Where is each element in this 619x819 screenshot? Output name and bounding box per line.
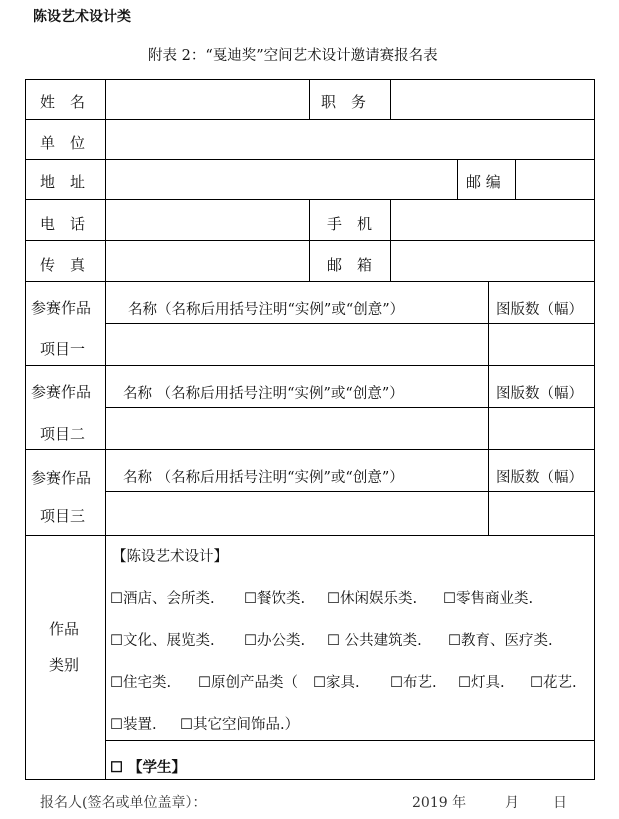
- cell-divider: [309, 199, 310, 281]
- cell-divider: [515, 159, 516, 199]
- option-culture[interactable]: ☐文化、展览类.: [110, 633, 215, 649]
- signature-label: 报名人(签名或单位盖章）：: [40, 795, 207, 811]
- student-divider: [105, 740, 595, 741]
- option-education[interactable]: ☐教育、医疗类.: [448, 633, 553, 649]
- unit-label: 单 位: [40, 134, 86, 152]
- option-leisure[interactable]: ☐休闲娱乐类.: [327, 591, 418, 607]
- row-divider: [25, 119, 595, 120]
- label-column-divider: [105, 79, 106, 779]
- option-public-building[interactable]: ☐ 公共建筑类.: [327, 633, 422, 649]
- row-divider: [25, 159, 595, 160]
- row-divider: [25, 535, 595, 536]
- entry-2-name-hint: 名称 （名称后用括号注明“实例”或“创意”）: [123, 386, 404, 402]
- option-floral[interactable]: ☐花艺.: [530, 675, 577, 691]
- row-divider: [25, 240, 595, 241]
- category-sublabel: 类别: [49, 656, 80, 674]
- fax-label: 传 真: [40, 256, 86, 274]
- option-residential[interactable]: ☐住宅类.: [110, 675, 172, 691]
- entry-1-label: 参赛作品: [31, 299, 92, 317]
- year-label: 2019 年: [412, 795, 467, 811]
- entry-divider: [105, 491, 595, 492]
- option-original-product[interactable]: ☐原创产品类（: [198, 675, 298, 691]
- plates-column-divider: [488, 281, 489, 535]
- category-header: 陈设艺术设计类: [33, 9, 131, 25]
- month-label: 月: [505, 795, 519, 811]
- row-divider: [25, 449, 595, 450]
- day-label: 日: [553, 795, 567, 811]
- option-fabric[interactable]: ☐布艺.: [390, 675, 437, 691]
- table-border-bottom: [25, 779, 595, 780]
- entry-1-sublabel: 项目一: [40, 340, 86, 358]
- table-border-right: [594, 79, 595, 779]
- option-office[interactable]: ☐办公类.: [244, 633, 306, 649]
- form-title: 附表 2：“戛迪奖”空间艺术设计邀请赛报名表: [148, 48, 438, 64]
- option-lighting[interactable]: ☐灯具.: [458, 675, 505, 691]
- row-divider: [25, 199, 595, 200]
- mobile-label: 手 机: [327, 215, 373, 233]
- phone-label: 电 话: [40, 215, 86, 233]
- option-hotel[interactable]: ☐酒店、会所类.: [110, 591, 215, 607]
- cell-divider: [390, 79, 391, 119]
- cell-divider: [309, 79, 310, 119]
- cell-divider: [390, 199, 391, 281]
- entry-divider: [105, 323, 595, 324]
- table-border-top: [25, 79, 595, 80]
- email-label: 邮 箱: [327, 256, 373, 274]
- address-label: 地 址: [40, 173, 86, 191]
- category-heading: 【陈设艺术设计】: [112, 549, 228, 565]
- cell-divider: [457, 159, 458, 199]
- option-retail[interactable]: ☐零售商业类.: [443, 591, 534, 607]
- option-dining[interactable]: ☐餐饮类.: [244, 591, 306, 607]
- registration-form-table: [25, 79, 595, 779]
- entry-3-sublabel: 项目三: [40, 507, 86, 525]
- position-label: 职 务: [321, 93, 367, 111]
- entry-2-label: 参赛作品: [31, 383, 92, 401]
- table-border-left: [25, 79, 26, 779]
- entry-1-name-hint: 名称（名称后用括号注明“实例”或“创意”）: [128, 302, 405, 318]
- option-other-decor[interactable]: ☐其它空间饰品.）: [180, 717, 300, 733]
- entry-3-plates-label: 图版数（幅）: [496, 470, 583, 486]
- entry-divider: [105, 407, 595, 408]
- category-label: 作品: [49, 620, 80, 638]
- row-divider: [25, 365, 595, 366]
- postcode-label: 邮 编: [466, 173, 501, 191]
- option-student[interactable]: ☐ 【学生】: [110, 759, 187, 776]
- entry-1-plates-label: 图版数（幅）: [496, 302, 583, 318]
- entry-3-label: 参赛作品: [31, 469, 92, 487]
- name-label: 姓 名: [40, 93, 86, 111]
- entry-2-sublabel: 项目二: [40, 425, 86, 443]
- row-divider: [25, 281, 595, 282]
- entry-2-plates-label: 图版数（幅）: [496, 386, 583, 402]
- entry-3-name-hint: 名称 （名称后用括号注明“实例”或“创意”）: [123, 470, 404, 486]
- option-furniture[interactable]: ☐家具.: [313, 675, 360, 691]
- option-installation[interactable]: ☐装置.: [110, 717, 157, 733]
